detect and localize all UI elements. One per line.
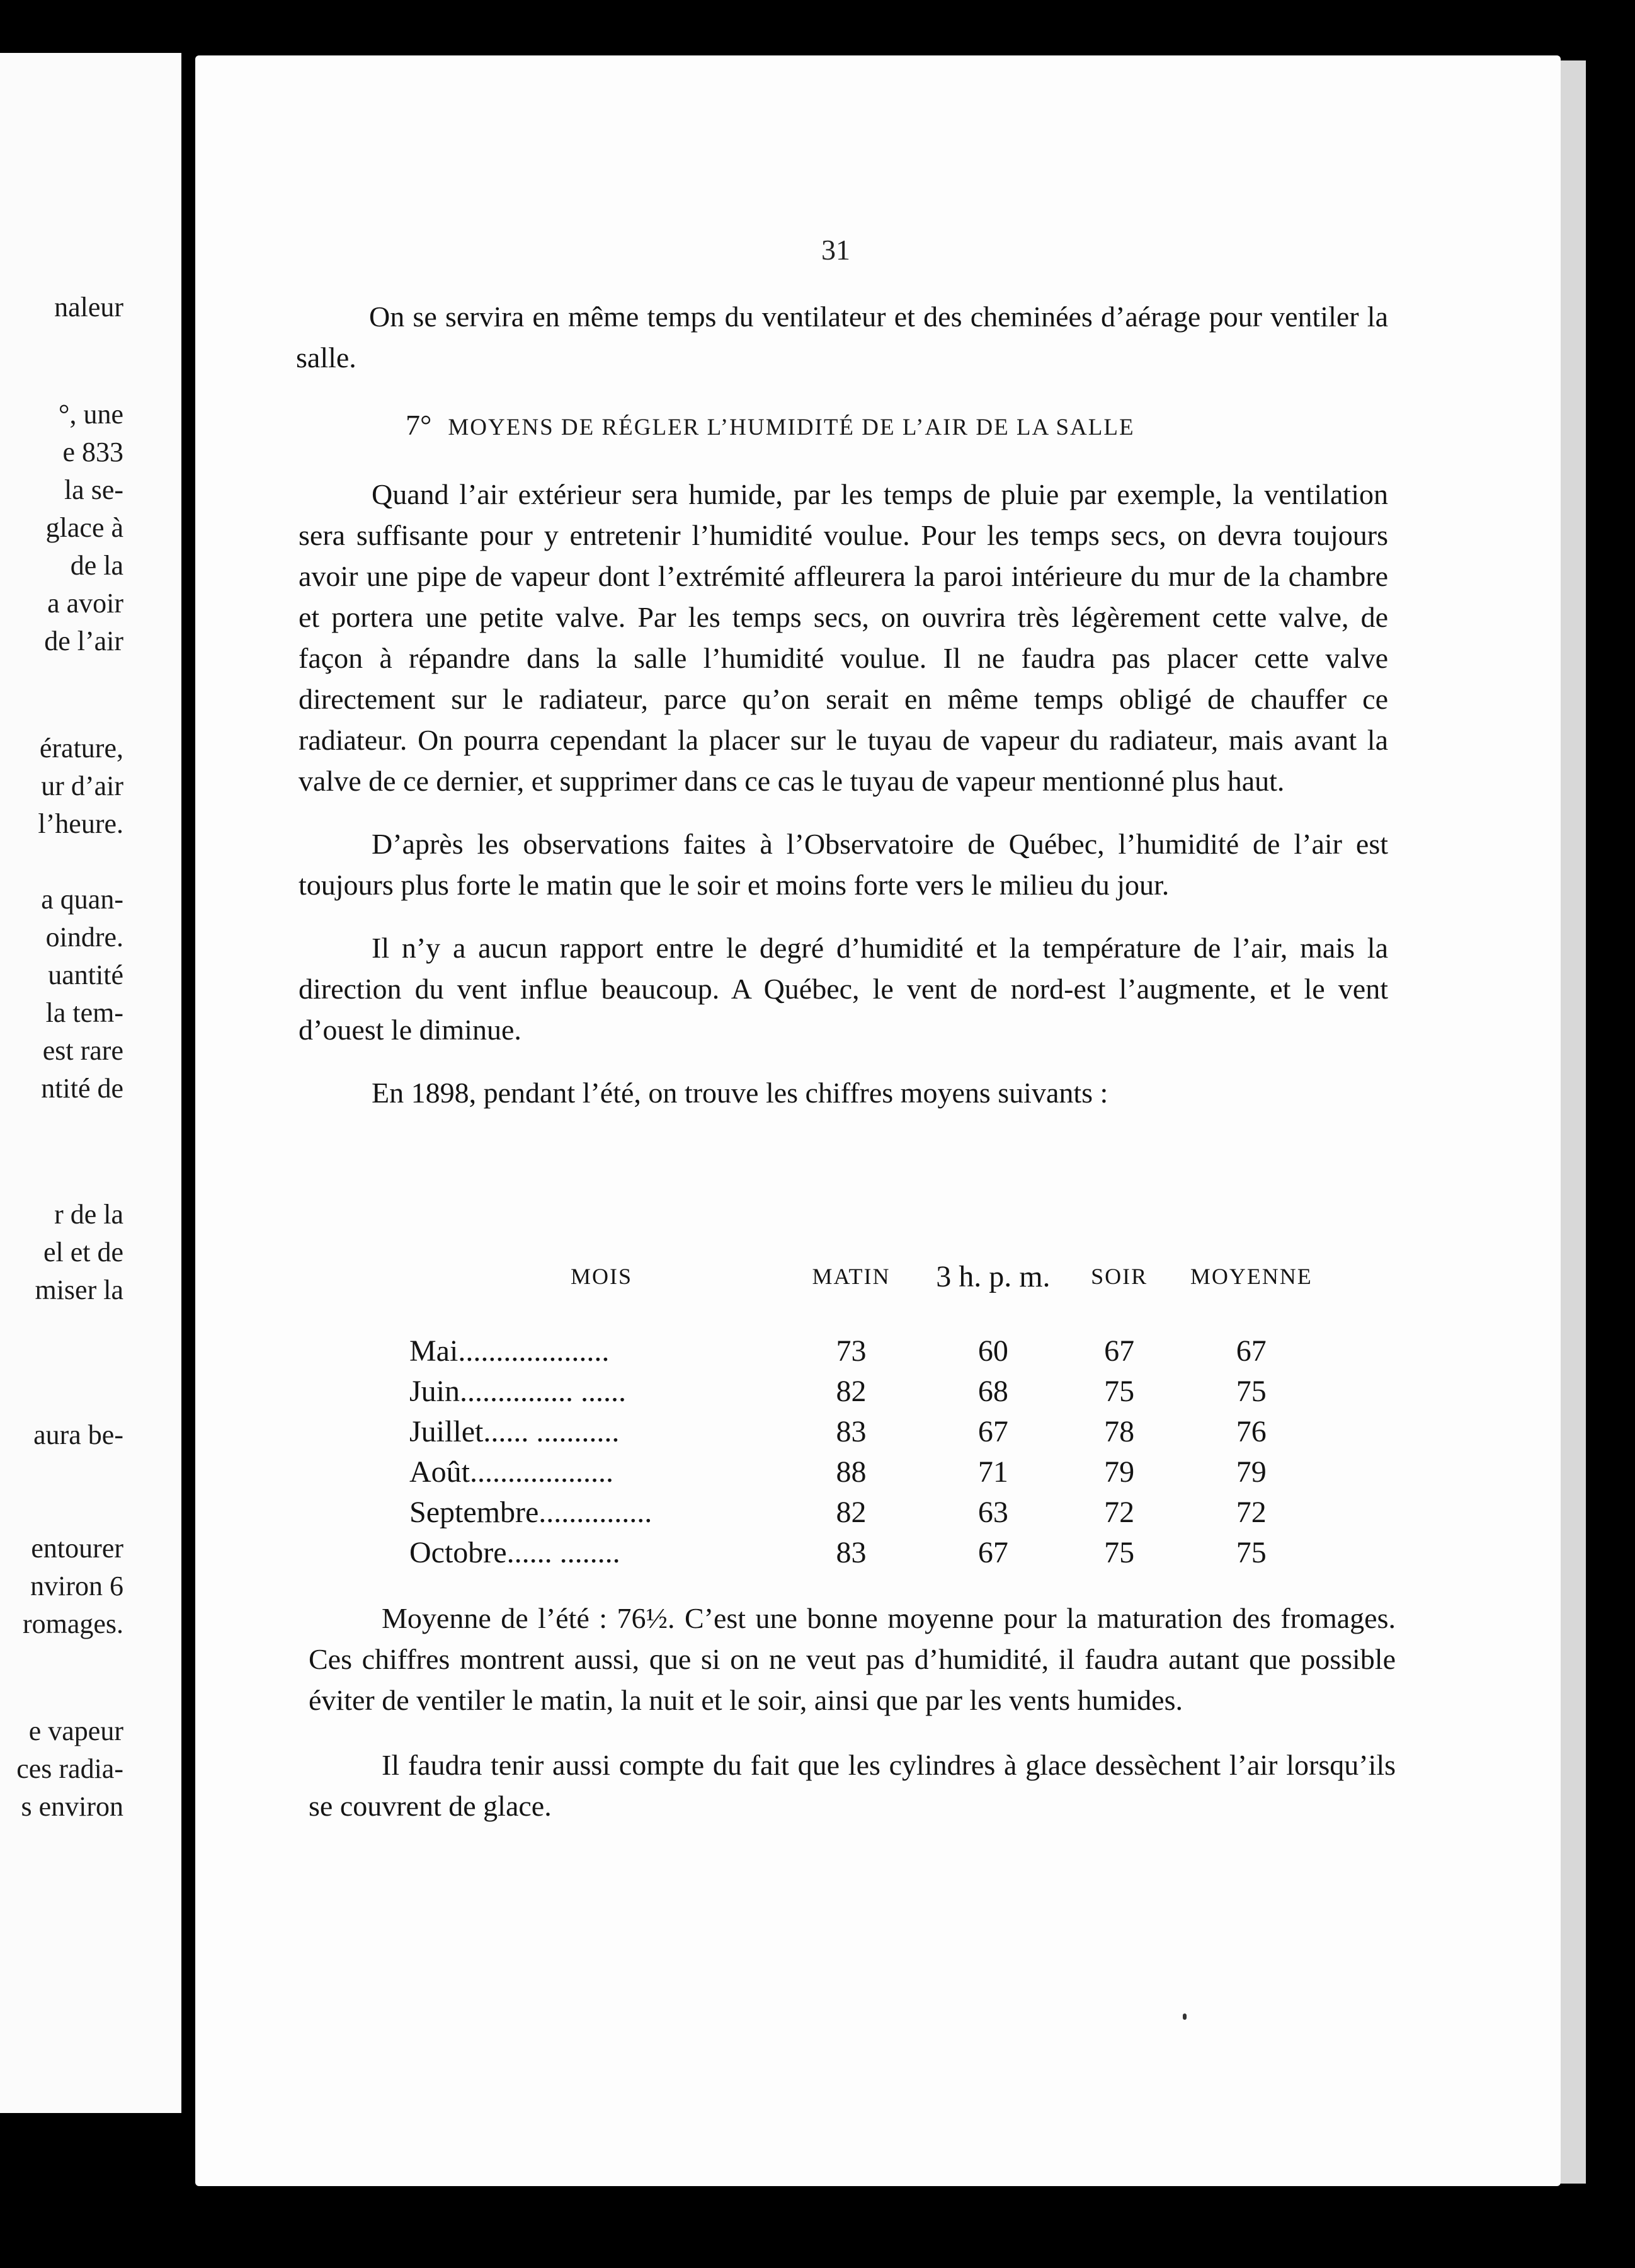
month-name: Juin (409, 1374, 460, 1408)
table-header-row (409, 1254, 1342, 1299)
header-mois: MOIS (570, 1264, 633, 1289)
left-page-line: aura be- (33, 1419, 123, 1450)
left-page-line: uantité (48, 959, 123, 990)
header-soir: SOIR (1091, 1264, 1148, 1289)
3pm-value: 60 (977, 1334, 1008, 1368)
month-name: Mai (409, 1334, 459, 1368)
soir-value: 75 (1104, 1535, 1135, 1569)
left-page-line: e 833 (62, 437, 123, 467)
matin-value: 73 (836, 1334, 867, 1368)
dot-leader: .................... (458, 1334, 610, 1368)
left-page-line: est rare (42, 1035, 123, 1066)
table-row (409, 1452, 1342, 1492)
3pm-value: 67 (977, 1535, 1008, 1569)
moyenne-value: 79 (1236, 1455, 1267, 1489)
left-page-line: ntité de (41, 1073, 123, 1104)
paragraph: D’après les observations faites à l’Observatoire de Québec, l’humidité de l’air est toujours plus forte le matin que le soir et moins forte vers le milieu du jour. (299, 828, 1388, 901)
table-row (409, 1492, 1342, 1532)
matin-value: 83 (836, 1414, 867, 1448)
intro-paragraph (296, 296, 1388, 378)
left-page-line: °, une (58, 399, 123, 430)
dot-leader: ............... (538, 1495, 652, 1529)
section-title: MOYENS DE RÉGLER L’HUMIDITÉ DE L’AIR DE LA SALLE (448, 415, 1135, 440)
header-moyenne: MOYENNE (1190, 1264, 1313, 1289)
left-page-line: oindre. (45, 922, 123, 953)
moyenne-value: 72 (1236, 1495, 1267, 1529)
left-page-line: el et de (43, 1237, 123, 1268)
page-number: 31 (821, 234, 850, 266)
table-row (409, 1331, 1342, 1371)
left-page-line: la tem- (45, 997, 123, 1028)
left-page-line: e vapeur (28, 1715, 123, 1746)
moyenne-value: 67 (1236, 1334, 1267, 1368)
3pm-value: 71 (977, 1455, 1008, 1489)
3pm-value: 63 (977, 1495, 1008, 1529)
dot-leader: ...... ........ (506, 1535, 620, 1569)
left-page-line: naleur (54, 292, 123, 323)
table-row (409, 1532, 1342, 1572)
month-name: Août (409, 1455, 470, 1489)
matin-value: 83 (836, 1535, 867, 1569)
moyenne-value: 76 (1236, 1414, 1267, 1448)
left-page-line: a quan- (41, 884, 123, 915)
moyenne-value: 75 (1236, 1535, 1267, 1569)
page-edge (1561, 60, 1586, 2184)
table-row (409, 1411, 1342, 1452)
soir-value: 79 (1104, 1455, 1135, 1489)
paragraph: En 1898, pendant l’été, on trouve les chiffres moyens suivants : (372, 1077, 1108, 1109)
left-page-line: romages. (22, 1608, 123, 1639)
paragraph: Moyenne de l’été : 76½. C’est une bonne moyenne pour la maturation des fromages. Ces chiffres montrent aussi, que si on ne veut pas d’humidité, il faudra autant que possible éviter de ventiler le matin, la nuit et le soir, ainsi que par les vents humides. (309, 1602, 1396, 1716)
dot-leader: ...... ........... (483, 1414, 620, 1448)
scan-speck (1183, 2013, 1187, 2020)
dot-leader: ................... (470, 1455, 613, 1489)
left-page-line: s environ (21, 1791, 123, 1822)
left-page-line: entourer (31, 1533, 123, 1564)
humidity-table (409, 1254, 1342, 1572)
left-page-line: miser la (35, 1274, 123, 1305)
paragraph: Quand l’air extérieur sera humide, par les temps de pluie par exemple, la ventilation sera suffisante pour y entretenir l’humidité voulue. Pour les temps secs, on devra toujours avoir une pipe de vapeur dont l’extrémité affleurera la paroi intérieure du mur de la chambre et portera une petite valve. Par les temps secs, on ouvrira très légèrement cette valve, de façon à répandre dans la salle l’humidité voulue. Il ne faudra pas placer cette valve directement sur le radiateur, parce qu’on serait en même temps obligé de chauffer ce radiateur. On pourra cependant la placer sur le tuyau de vapeur du radiateur, mais avant la valve de ce dernier, et supprimer dans ce cas le tuyau de vapeur mentionné plus haut. (299, 478, 1388, 797)
left-page-line: a avoir (47, 588, 123, 619)
closing-text (309, 1598, 1396, 1826)
dot-leader: ............... ...... (460, 1374, 627, 1408)
left-page-line: de l’air (44, 626, 123, 656)
left-page-line: érature, (39, 733, 123, 764)
soir-value: 72 (1104, 1495, 1135, 1529)
paragraph: Il faudra tenir aussi compte du fait que les cylindres à glace dessèchent l’air lorsqu’ils se couvrent de glace. (309, 1749, 1396, 1822)
matin-value: 82 (836, 1374, 867, 1408)
soir-value: 67 (1104, 1334, 1135, 1368)
3pm-value: 67 (977, 1414, 1008, 1448)
header-matin: MATIN (812, 1264, 891, 1289)
left-page-line: la se- (64, 474, 123, 505)
section-number: 7° (406, 409, 432, 441)
month-name: Septembre (409, 1495, 539, 1529)
table-row (409, 1371, 1342, 1411)
paragraph: Il n’y a aucun rapport entre le degré d’humidité et la température de l’air, mais la direction du vent influe beaucoup. A Québec, le vent de nord-est l’augmente, et le vent d’ouest le diminue. (299, 932, 1388, 1046)
header-3pm: 3 h. p. m. (936, 1259, 1051, 1293)
left-page-fragment (0, 53, 181, 2113)
left-page-line: nviron 6 (30, 1571, 123, 1601)
body-text (299, 474, 1388, 1113)
3pm-value: 68 (977, 1374, 1008, 1408)
left-page-line: de la (70, 550, 123, 581)
matin-value: 88 (836, 1455, 867, 1489)
soir-value: 78 (1104, 1414, 1135, 1448)
soir-value: 75 (1104, 1374, 1135, 1408)
left-page-line: ur d’air (41, 770, 123, 801)
left-page-line: r de la (54, 1199, 123, 1230)
matin-value: 82 (836, 1495, 867, 1529)
month-name: Octobre (409, 1535, 507, 1569)
intro-text: On se servira en même temps du ventilateur et des cheminées d’aérage pour ventiler la salle. (296, 301, 1388, 374)
section-heading (406, 408, 1369, 442)
left-page-line: ces radia- (16, 1753, 123, 1784)
moyenne-value: 75 (1236, 1374, 1267, 1408)
left-page-line: l’heure. (38, 808, 123, 839)
left-page-line: glace à (45, 512, 123, 543)
month-name: Juillet (409, 1414, 484, 1448)
